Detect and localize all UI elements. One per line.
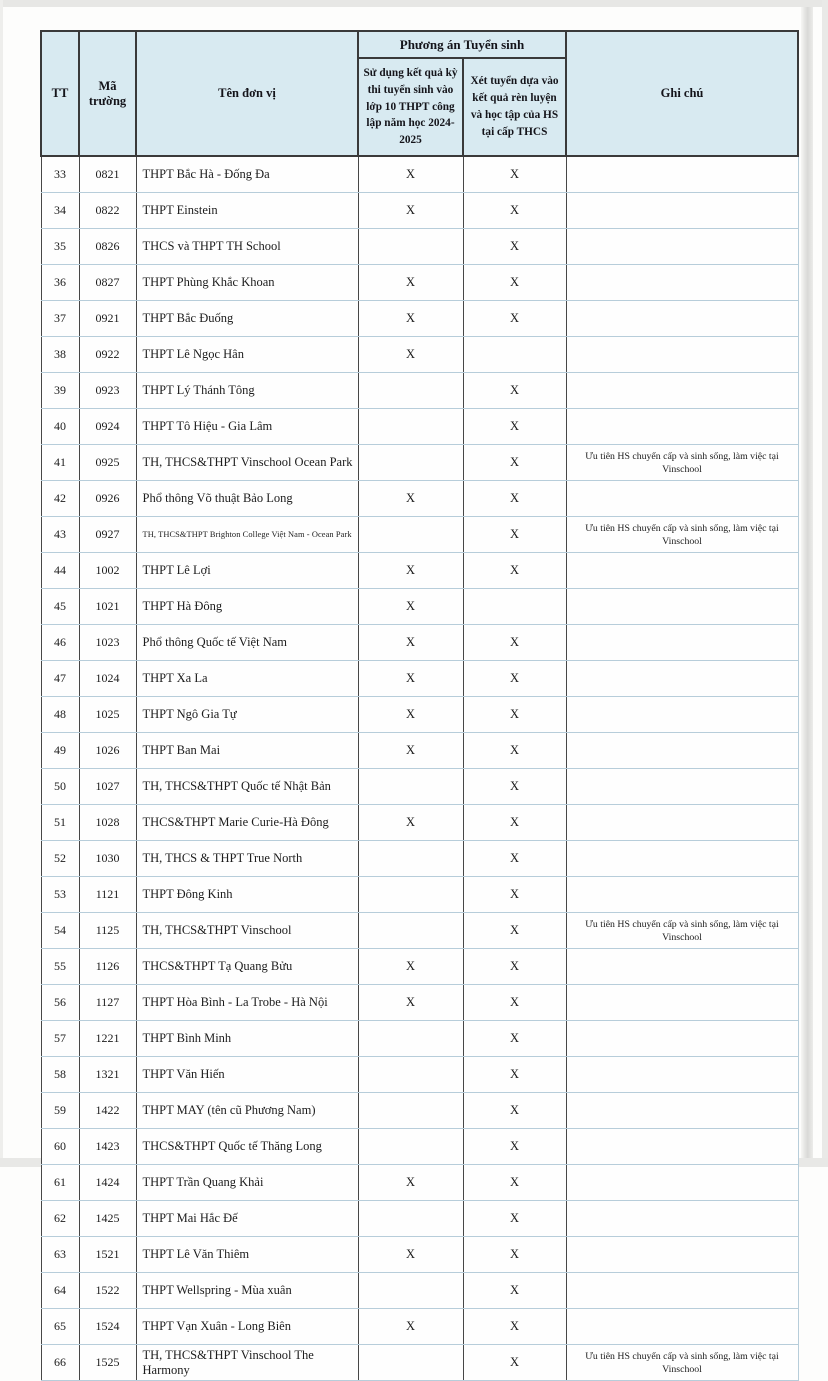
table-row <box>41 229 798 265</box>
note-cell: Ưu tiên HS chuyển cấp và sinh sống, làm việc tại Vinschool <box>566 913 798 949</box>
exam-method-cell: X <box>358 553 463 589</box>
row-number-cell: 65 <box>41 1309 79 1345</box>
page-edge-left <box>0 0 3 1167</box>
school-code-cell: 0827 <box>79 265 136 301</box>
table-row <box>41 1273 798 1309</box>
review-method-cell: X <box>463 661 566 697</box>
note-cell <box>566 481 798 517</box>
school-code-cell: 1321 <box>79 1057 136 1093</box>
school-name-cell: THPT Đông Kinh <box>136 877 358 913</box>
exam-method-cell <box>358 409 463 445</box>
school-code-cell: 0921 <box>79 301 136 337</box>
school-code-cell: 1525 <box>79 1345 136 1381</box>
exam-method-cell <box>358 841 463 877</box>
review-method-cell: X <box>463 769 566 805</box>
school-code-cell: 1126 <box>79 949 136 985</box>
school-code-cell: 0924 <box>79 409 136 445</box>
school-name-cell: Phổ thông Võ thuật Bảo Long <box>136 481 358 517</box>
note-cell: Ưu tiên HS chuyển cấp và sinh sống, làm việc tại Vinschool <box>566 445 798 481</box>
table-row <box>41 517 798 553</box>
exam-method-cell <box>358 1345 463 1381</box>
table-row <box>41 1165 798 1201</box>
exam-method-cell: X <box>358 1237 463 1273</box>
note-cell <box>566 841 798 877</box>
school-name-cell: THPT Ban Mai <box>136 733 358 769</box>
table-row <box>41 445 798 481</box>
review-method-cell <box>463 589 566 625</box>
row-number-cell: 35 <box>41 229 79 265</box>
school-code-cell: 1125 <box>79 913 136 949</box>
note-cell <box>566 265 798 301</box>
table-row <box>41 697 798 733</box>
exam-method-cell: X <box>358 661 463 697</box>
exam-method-cell: X <box>358 985 463 1021</box>
review-method-cell: X <box>463 985 566 1021</box>
school-name-cell: THPT Lê Ngọc Hân <box>136 337 358 373</box>
school-code-cell: 1425 <box>79 1201 136 1237</box>
table-header <box>41 31 798 156</box>
review-method-cell: X <box>463 697 566 733</box>
note-cell <box>566 1309 798 1345</box>
table-row <box>41 733 798 769</box>
note-cell <box>566 229 798 265</box>
exam-method-cell: X <box>358 625 463 661</box>
school-code-cell: 1424 <box>79 1165 136 1201</box>
review-method-cell: X <box>463 733 566 769</box>
exam-method-cell: X <box>358 1165 463 1201</box>
exam-method-cell <box>358 445 463 481</box>
note-cell <box>566 985 798 1021</box>
school-name-cell: THPT Bình Minh <box>136 1021 358 1057</box>
review-method-cell: X <box>463 445 566 481</box>
table-row <box>41 625 798 661</box>
exam-method-cell: X <box>358 949 463 985</box>
school-code-cell: 1522 <box>79 1273 136 1309</box>
table-row <box>41 337 798 373</box>
note-cell <box>566 733 798 769</box>
review-method-cell: X <box>463 1129 566 1165</box>
school-code-cell: 1221 <box>79 1021 136 1057</box>
header-school-code: Mã trường <box>79 31 136 156</box>
header-tt: TT <box>41 31 79 156</box>
review-method-cell: X <box>463 156 566 193</box>
school-code-cell: 1423 <box>79 1129 136 1165</box>
page-edge-top <box>0 0 828 7</box>
exam-method-cell <box>358 1057 463 1093</box>
review-method-cell: X <box>463 265 566 301</box>
row-number-cell: 58 <box>41 1057 79 1093</box>
school-code-cell: 1028 <box>79 805 136 841</box>
note-cell <box>566 1057 798 1093</box>
table-row <box>41 373 798 409</box>
page-edge-right-shadow <box>801 7 813 1158</box>
table-row <box>41 1129 798 1165</box>
row-number-cell: 40 <box>41 409 79 445</box>
school-name-cell: TH, THCS&THPT Quốc tế Nhật Bản <box>136 769 358 805</box>
row-number-cell: 52 <box>41 841 79 877</box>
note-cell <box>566 589 798 625</box>
school-name-cell: TH, THCS&THPT Brighton College Việt Nam - Ocean Park <box>136 517 358 553</box>
school-name-cell: THPT Tô Hiệu - Gia Lâm <box>136 409 358 445</box>
exam-method-cell <box>358 1093 463 1129</box>
exam-method-cell: X <box>358 589 463 625</box>
row-number-cell: 59 <box>41 1093 79 1129</box>
row-number-cell: 63 <box>41 1237 79 1273</box>
review-method-cell: X <box>463 1237 566 1273</box>
review-method-cell: X <box>463 1057 566 1093</box>
header-admission-plan: Phương án Tuyển sinh <box>358 31 566 58</box>
school-code-cell: 1524 <box>79 1309 136 1345</box>
review-method-cell: X <box>463 553 566 589</box>
school-code-cell: 1422 <box>79 1093 136 1129</box>
school-name-cell: THPT Trần Quang Khải <box>136 1165 358 1201</box>
table-row <box>41 949 798 985</box>
exam-method-cell: X <box>358 265 463 301</box>
row-number-cell: 44 <box>41 553 79 589</box>
row-number-cell: 66 <box>41 1345 79 1381</box>
school-name-cell: TH, THCS & THPT True North <box>136 841 358 877</box>
school-name-cell: THPT Einstein <box>136 193 358 229</box>
exam-method-cell: X <box>358 805 463 841</box>
school-name-cell: THPT Ngô Gia Tự <box>136 697 358 733</box>
note-cell <box>566 661 798 697</box>
table-row <box>41 193 798 229</box>
school-code-cell: 0821 <box>79 156 136 193</box>
table-row <box>41 553 798 589</box>
header-school-name: Tên đơn vị <box>136 31 358 156</box>
table-row <box>41 1021 798 1057</box>
school-code-cell: 1026 <box>79 733 136 769</box>
school-name-cell: THPT Hà Đông <box>136 589 358 625</box>
table-row <box>41 1309 798 1345</box>
note-cell <box>566 1165 798 1201</box>
school-name-cell: THPT Mai Hắc Đế <box>136 1201 358 1237</box>
exam-method-cell <box>358 373 463 409</box>
table-row <box>41 985 798 1021</box>
note-cell <box>566 1201 798 1237</box>
header-exam-method: Sử dụng kết quả kỳ thi tuyển sinh vào lớp 10 THPT công lập năm học 2024-2025 <box>358 58 463 156</box>
school-code-cell: 1121 <box>79 877 136 913</box>
exam-method-cell <box>358 1021 463 1057</box>
row-number-cell: 41 <box>41 445 79 481</box>
table-row <box>41 1237 798 1273</box>
school-code-cell: 0925 <box>79 445 136 481</box>
exam-method-cell: X <box>358 156 463 193</box>
table-row <box>41 1093 798 1129</box>
row-number-cell: 53 <box>41 877 79 913</box>
review-method-cell: X <box>463 229 566 265</box>
header-notes: Ghi chú <box>566 31 798 156</box>
school-name-cell: THCS&THPT Tạ Quang Bửu <box>136 949 358 985</box>
row-number-cell: 56 <box>41 985 79 1021</box>
exam-method-cell <box>358 1273 463 1309</box>
note-cell: Ưu tiên HS chuyển cấp và sinh sống, làm việc tại Vinschool <box>566 517 798 553</box>
review-method-cell: X <box>463 193 566 229</box>
school-name-cell: THCS&THPT Marie Curie-Hà Đông <box>136 805 358 841</box>
school-name-cell: TH, THCS&THPT Vinschool <box>136 913 358 949</box>
school-code-cell: 0922 <box>79 337 136 373</box>
row-number-cell: 34 <box>41 193 79 229</box>
table-row <box>41 1057 798 1093</box>
exam-method-cell <box>358 229 463 265</box>
table-row <box>41 1201 798 1237</box>
header-row-top <box>41 31 798 58</box>
school-name-cell: Phổ thông Quốc tế Việt Nam <box>136 625 358 661</box>
admissions-table <box>40 30 799 1381</box>
exam-method-cell <box>358 517 463 553</box>
exam-method-cell: X <box>358 337 463 373</box>
review-method-cell: X <box>463 1021 566 1057</box>
note-cell <box>566 1237 798 1273</box>
school-code-cell: 1021 <box>79 589 136 625</box>
note-cell <box>566 805 798 841</box>
note-cell <box>566 1129 798 1165</box>
school-code-cell: 1030 <box>79 841 136 877</box>
row-number-cell: 64 <box>41 1273 79 1309</box>
review-method-cell: X <box>463 301 566 337</box>
table-row <box>41 769 798 805</box>
review-method-cell: X <box>463 913 566 949</box>
school-name-cell: THPT Wellspring - Mùa xuân <box>136 1273 358 1309</box>
review-method-cell: X <box>463 1309 566 1345</box>
row-number-cell: 42 <box>41 481 79 517</box>
school-name-cell: THPT Xa La <box>136 661 358 697</box>
note-cell <box>566 625 798 661</box>
exam-method-cell: X <box>358 481 463 517</box>
table-row <box>41 841 798 877</box>
school-name-cell: THPT Văn Hiến <box>136 1057 358 1093</box>
row-number-cell: 46 <box>41 625 79 661</box>
review-method-cell: X <box>463 373 566 409</box>
review-method-cell: X <box>463 1093 566 1129</box>
school-name-cell: THPT Hòa Bình - La Trobe - Hà Nội <box>136 985 358 1021</box>
table-row <box>41 409 798 445</box>
school-code-cell: 1521 <box>79 1237 136 1273</box>
exam-method-cell: X <box>358 733 463 769</box>
page-edge-right <box>822 0 828 1167</box>
table-row <box>41 301 798 337</box>
row-number-cell: 62 <box>41 1201 79 1237</box>
exam-method-cell: X <box>358 301 463 337</box>
row-number-cell: 57 <box>41 1021 79 1057</box>
school-code-cell: 1127 <box>79 985 136 1021</box>
note-cell <box>566 553 798 589</box>
table-row <box>41 913 798 949</box>
exam-method-cell <box>358 769 463 805</box>
school-name-cell: THPT Bắc Hà - Đống Đa <box>136 156 358 193</box>
table-row <box>41 877 798 913</box>
school-code-cell: 0923 <box>79 373 136 409</box>
review-method-cell: X <box>463 805 566 841</box>
note-cell <box>566 1021 798 1057</box>
review-method-cell: X <box>463 877 566 913</box>
note-cell <box>566 337 798 373</box>
school-name-cell: TH, THCS&THPT Vinschool Ocean Park <box>136 445 358 481</box>
row-number-cell: 39 <box>41 373 79 409</box>
school-code-cell: 0826 <box>79 229 136 265</box>
review-method-cell: X <box>463 517 566 553</box>
table-row <box>41 265 798 301</box>
school-code-cell: 0927 <box>79 517 136 553</box>
school-name-cell: THPT Lê Lợi <box>136 553 358 589</box>
table-row <box>41 661 798 697</box>
review-method-cell: X <box>463 1165 566 1201</box>
note-cell <box>566 1273 798 1309</box>
note-cell <box>566 949 798 985</box>
note-cell <box>566 373 798 409</box>
review-method-cell: X <box>463 949 566 985</box>
school-name-cell: THCS và THPT TH School <box>136 229 358 265</box>
table-row <box>41 156 798 193</box>
review-method-cell: X <box>463 1345 566 1381</box>
school-name-cell: THCS&THPT Quốc tế Thăng Long <box>136 1129 358 1165</box>
row-number-cell: 60 <box>41 1129 79 1165</box>
note-cell <box>566 877 798 913</box>
table-row <box>41 481 798 517</box>
school-code-cell: 1002 <box>79 553 136 589</box>
exam-method-cell: X <box>358 1309 463 1345</box>
row-number-cell: 61 <box>41 1165 79 1201</box>
note-cell <box>566 697 798 733</box>
school-name-cell: THPT Bắc Đuống <box>136 301 358 337</box>
row-number-cell: 38 <box>41 337 79 373</box>
review-method-cell: X <box>463 481 566 517</box>
note-cell <box>566 409 798 445</box>
school-code-cell: 0822 <box>79 193 136 229</box>
row-number-cell: 54 <box>41 913 79 949</box>
table-row <box>41 1345 798 1381</box>
school-name-cell: THPT Vạn Xuân - Long Biên <box>136 1309 358 1345</box>
note-cell <box>566 156 798 193</box>
school-name-cell: THPT Lý Thánh Tông <box>136 373 358 409</box>
school-code-cell: 1025 <box>79 697 136 733</box>
school-name-cell: TH, THCS&THPT Vinschool The Harmony <box>136 1345 358 1381</box>
row-number-cell: 47 <box>41 661 79 697</box>
exam-method-cell <box>358 1201 463 1237</box>
review-method-cell: X <box>463 1201 566 1237</box>
header-review-method: Xét tuyển dựa vào kết quả rèn luyện và học tập của HS tại cấp THCS <box>463 58 566 156</box>
school-code-cell: 0926 <box>79 481 136 517</box>
row-number-cell: 36 <box>41 265 79 301</box>
row-number-cell: 37 <box>41 301 79 337</box>
table-row <box>41 805 798 841</box>
row-number-cell: 43 <box>41 517 79 553</box>
school-name-cell: THPT Phùng Khắc Khoan <box>136 265 358 301</box>
school-name-cell: THPT Lê Văn Thiêm <box>136 1237 358 1273</box>
note-cell: Ưu tiên HS chuyển cấp và sinh sống, làm việc tại Vinschool <box>566 1345 798 1381</box>
note-cell <box>566 1093 798 1129</box>
row-number-cell: 48 <box>41 697 79 733</box>
exam-method-cell: X <box>358 697 463 733</box>
table-body <box>41 156 798 1381</box>
row-number-cell: 55 <box>41 949 79 985</box>
table-row <box>41 589 798 625</box>
row-number-cell: 33 <box>41 156 79 193</box>
exam-method-cell <box>358 1129 463 1165</box>
review-method-cell: X <box>463 841 566 877</box>
school-code-cell: 1027 <box>79 769 136 805</box>
exam-method-cell <box>358 877 463 913</box>
row-number-cell: 50 <box>41 769 79 805</box>
school-name-cell: THPT MAY (tên cũ Phương Nam) <box>136 1093 358 1129</box>
review-method-cell: X <box>463 1273 566 1309</box>
note-cell <box>566 193 798 229</box>
row-number-cell: 49 <box>41 733 79 769</box>
review-method-cell: X <box>463 625 566 661</box>
review-method-cell <box>463 337 566 373</box>
exam-method-cell: X <box>358 193 463 229</box>
note-cell <box>566 301 798 337</box>
row-number-cell: 45 <box>41 589 79 625</box>
review-method-cell: X <box>463 409 566 445</box>
exam-method-cell <box>358 913 463 949</box>
school-code-cell: 1023 <box>79 625 136 661</box>
note-cell <box>566 769 798 805</box>
row-number-cell: 51 <box>41 805 79 841</box>
school-code-cell: 1024 <box>79 661 136 697</box>
